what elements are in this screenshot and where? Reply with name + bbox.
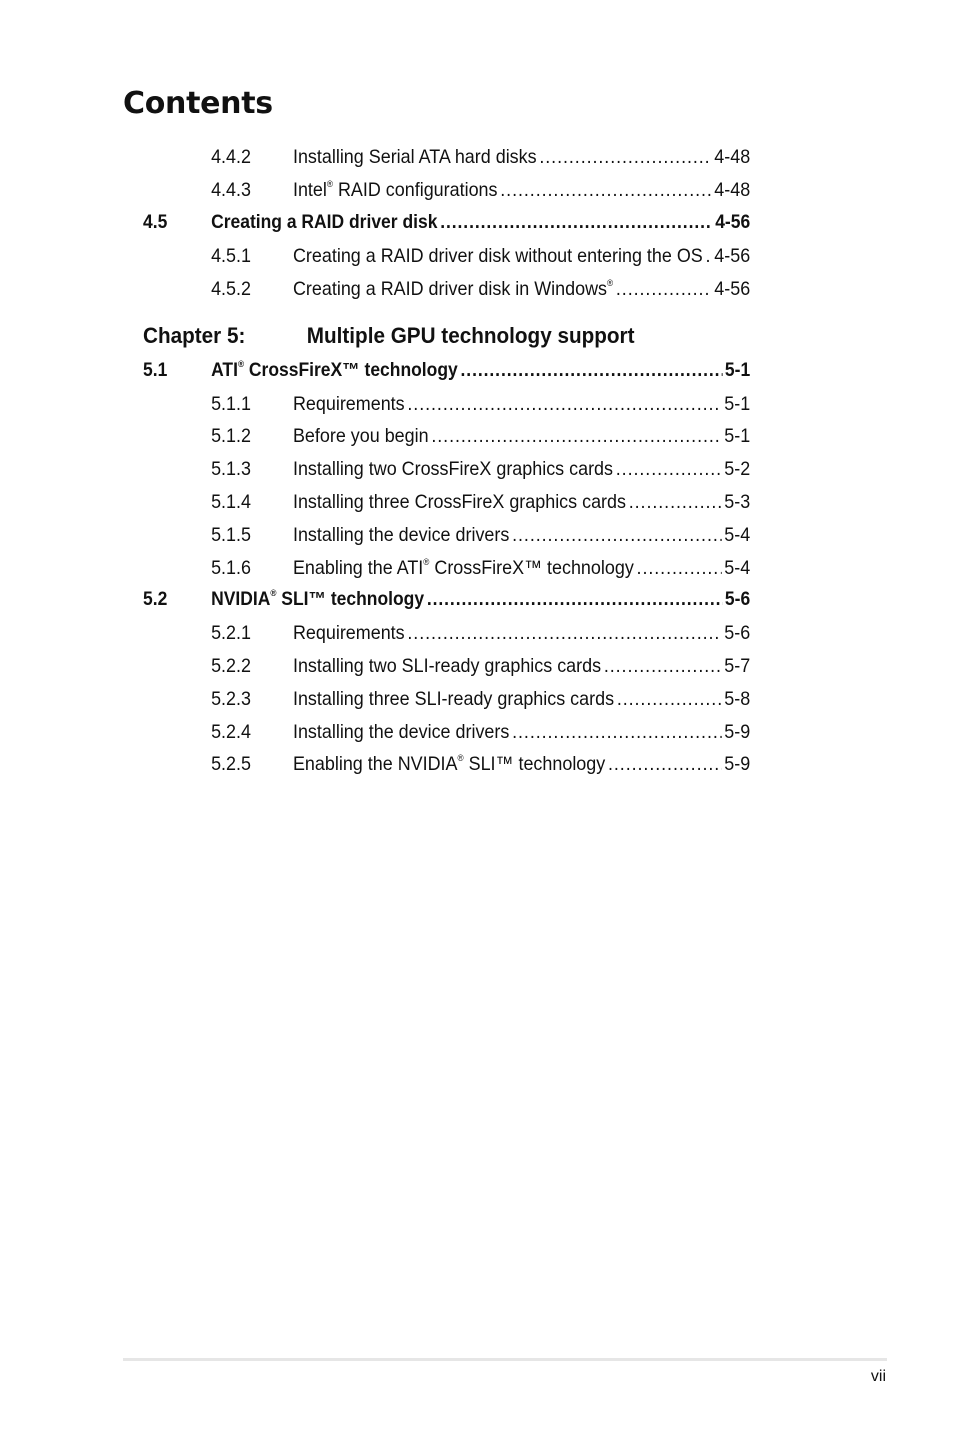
toc-entry-title: Creating a RAID driver disk in Windows® bbox=[292, 277, 614, 300]
registered-mark: ® bbox=[607, 277, 614, 288]
toc-entry[interactable] bbox=[143, 654, 750, 678]
toc-entry-title: Installing Serial ATA hard disks bbox=[292, 146, 537, 168]
toc-entry[interactable] bbox=[143, 178, 750, 202]
toc-entry-page: 5-1 bbox=[724, 393, 751, 415]
toc-entry-title: Installing three SLI-ready graphics cards bbox=[292, 688, 615, 710]
page-title: Contents bbox=[123, 86, 273, 121]
toc-entry-page: 5-2 bbox=[724, 458, 751, 480]
toc-entry-title: Creating a RAID driver disk bbox=[211, 212, 438, 233]
dot-leader bbox=[629, 490, 722, 514]
toc-entry-page: 5-9 bbox=[724, 753, 751, 775]
toc-entry-page: 5-7 bbox=[724, 655, 751, 677]
toc-entry-title: Installing two SLI-ready graphics cards bbox=[292, 655, 602, 677]
toc-entry-number: 4.4.3 bbox=[211, 179, 251, 201]
toc-entry-page: 5-1 bbox=[724, 360, 751, 381]
registered-mark: ® bbox=[270, 587, 277, 598]
toc-entry-number: 5.2 bbox=[143, 589, 168, 610]
dot-leader bbox=[500, 178, 711, 202]
toc-entry-page: 4-56 bbox=[715, 212, 751, 233]
toc-entry-page: 5-8 bbox=[724, 688, 751, 710]
toc-entry-title: Installing three CrossFireX graphics cards bbox=[292, 491, 626, 513]
toc-entry-title: Requirements bbox=[292, 393, 405, 415]
toc-entry-number: 5.1.2 bbox=[211, 425, 251, 447]
dot-leader bbox=[637, 556, 722, 580]
toc-entry-page: 4-48 bbox=[714, 146, 751, 168]
toc-entry[interactable] bbox=[143, 752, 750, 776]
toc-entry[interactable] bbox=[143, 424, 750, 448]
registered-mark: ® bbox=[237, 358, 245, 369]
toc-entry-page: 5-4 bbox=[724, 524, 751, 546]
toc-entry[interactable] bbox=[143, 490, 750, 514]
toc-entry-number: 5.2.3 bbox=[211, 688, 251, 710]
toc-entry-title: Enabling the ATI® CrossFireX™ technology bbox=[292, 556, 634, 579]
toc-entry[interactable] bbox=[143, 145, 750, 169]
toc-entry-number: 4.5 bbox=[143, 212, 168, 233]
toc-entry-page: 5-4 bbox=[724, 557, 751, 579]
toc-entry-number: 4.4.2 bbox=[211, 146, 251, 168]
toc-entry-page: 5-6 bbox=[724, 622, 751, 644]
toc-entry[interactable] bbox=[143, 687, 750, 711]
dot-leader bbox=[539, 145, 711, 169]
dot-leader bbox=[617, 687, 722, 711]
chapter-label: Chapter 5: bbox=[143, 323, 246, 348]
toc-entry[interactable] bbox=[143, 244, 750, 268]
toc-entry-page: 5-9 bbox=[724, 721, 751, 743]
toc-entry[interactable] bbox=[143, 392, 750, 416]
toc-entry[interactable] bbox=[143, 359, 750, 383]
toc-entry-number: 5.1 bbox=[143, 360, 168, 381]
toc-entry[interactable] bbox=[143, 277, 750, 301]
footer-rule bbox=[123, 1358, 887, 1361]
dot-leader bbox=[616, 277, 712, 301]
toc-entry-title: Requirements bbox=[292, 622, 405, 644]
toc-entry-title: Installing two CrossFireX graphics cards bbox=[292, 458, 614, 480]
toc-entry-number: 5.1.6 bbox=[211, 557, 251, 579]
toc-entry-number: 5.1.4 bbox=[211, 491, 251, 513]
dot-leader bbox=[427, 588, 722, 612]
dot-leader bbox=[608, 752, 722, 776]
toc-entry[interactable] bbox=[143, 588, 750, 612]
dot-leader bbox=[706, 244, 712, 268]
dot-leader bbox=[407, 621, 721, 645]
toc-entry-number: 4.5.2 bbox=[211, 278, 251, 300]
toc-entry[interactable] bbox=[143, 621, 750, 645]
toc-entry-number: 5.1.1 bbox=[211, 393, 251, 415]
dot-leader bbox=[512, 523, 721, 547]
toc-entry-title: ATI® CrossFireX™ technology bbox=[211, 358, 458, 381]
toc-entry-title: Installing the device drivers bbox=[292, 721, 510, 743]
toc-entry-page: 4-56 bbox=[714, 245, 751, 267]
page-number: vii bbox=[870, 1368, 886, 1385]
toc-entry[interactable] bbox=[143, 457, 750, 481]
toc-entry-title: NVIDIA® SLI™ technology bbox=[211, 587, 425, 610]
toc-entry-title: Before you begin bbox=[292, 425, 429, 447]
dot-leader bbox=[440, 211, 712, 235]
registered-mark: ® bbox=[423, 556, 430, 567]
registered-mark: ® bbox=[457, 752, 464, 763]
toc-entry-number: 5.2.5 bbox=[211, 753, 251, 775]
dot-leader bbox=[461, 359, 723, 383]
toc-entry-number: 5.1.3 bbox=[211, 458, 251, 480]
dot-leader bbox=[512, 720, 721, 744]
dot-leader bbox=[616, 457, 722, 481]
toc-entry[interactable] bbox=[143, 211, 750, 235]
toc-entry-page: 4-56 bbox=[714, 278, 751, 300]
chapter-title: Multiple GPU technology support bbox=[306, 323, 635, 348]
toc-entry[interactable] bbox=[143, 720, 750, 744]
toc-entry-number: 5.2.1 bbox=[211, 622, 251, 644]
toc-entry-number: 5.2.2 bbox=[211, 655, 251, 677]
toc-entry-page: 5-6 bbox=[724, 589, 751, 610]
toc-entry-title: Installing the device drivers bbox=[292, 524, 510, 546]
dot-leader bbox=[407, 392, 721, 416]
toc-entry-title: Intel® RAID configurations bbox=[292, 178, 498, 201]
toc-entry-title: Creating a RAID driver disk without entering the OS bbox=[292, 245, 703, 267]
toc-entry-page: 5-1 bbox=[724, 425, 751, 447]
toc-entry-title: Enabling the NVIDIA® SLI™ technology bbox=[292, 752, 606, 775]
toc-entry-number: 4.5.1 bbox=[211, 245, 251, 267]
registered-mark: ® bbox=[326, 178, 333, 189]
toc-entry-page: 4-48 bbox=[714, 179, 751, 201]
dot-leader bbox=[431, 424, 721, 448]
toc-entry[interactable] bbox=[143, 556, 750, 580]
toc-entry-number: 5.2.4 bbox=[211, 721, 251, 743]
toc-entry[interactable] bbox=[143, 523, 750, 547]
dot-leader bbox=[604, 654, 722, 678]
toc-entry-page: 5-3 bbox=[724, 491, 751, 513]
toc-entry-number: 5.1.5 bbox=[211, 524, 251, 546]
